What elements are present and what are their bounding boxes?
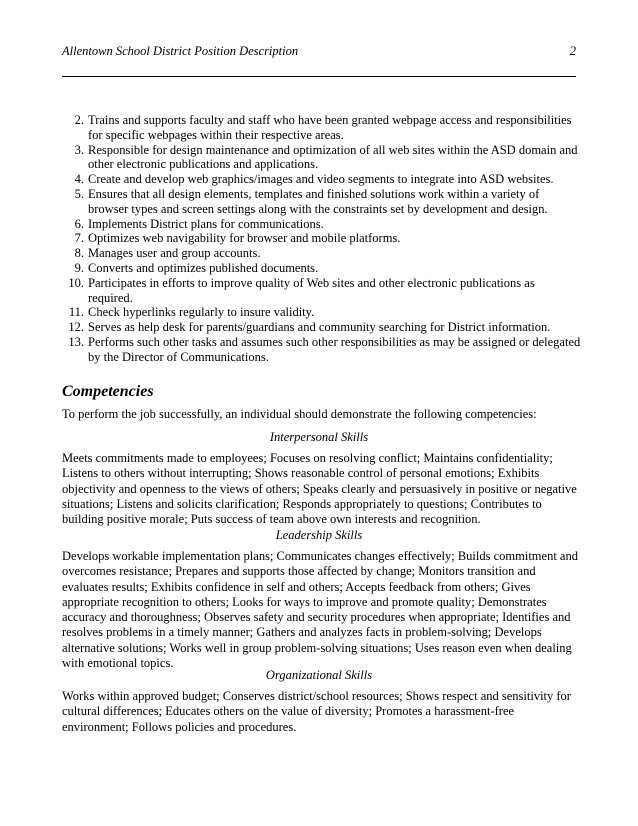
list-item: 2. Trains and supports faculty and staff who have been granted webpage access and responsibilities for specific webpages within their respective areas. bbox=[74, 113, 572, 142]
list-item: 7. Optimizes web navigability for browser and mobile platforms. bbox=[74, 231, 401, 246]
list-item: 12. Serves as help desk for parents/guardians and community searching for District information. bbox=[68, 320, 551, 335]
leadership-skills-title: Leadership Skills bbox=[275, 528, 363, 542]
header-title: Allentown School District Position Description bbox=[62, 44, 299, 58]
header-rule bbox=[62, 76, 576, 77]
page-header bbox=[62, 44, 576, 59]
duties-list bbox=[62, 113, 582, 365]
competencies-intro: To perform the job successfully, an individual should demonstrate the following competencies: bbox=[62, 407, 537, 421]
leadership-skills-text: Develops workable implementation plans; Communicates changes effectively; Builds commitment and overcomes resistance; Prepares and supports those affected by change; Monitors transition and evaluates results; Exhibits confidence in self and others; Accepts feedback from others; Gives appropriate recognition to others; Looks for ways to improve and promote quality; Demonstrates accuracy and thoroughness; Observes safety and security procedures when appropriate; Identifies and resolves problems in a timely manner; Gathers and analyzes facts in problem-solving; Develops alternative solutions; Works well in group problem-solving situations; Uses reason even when dealing with emotional topics. bbox=[62, 549, 578, 671]
list-item: 3. Responsible for design maintenance and optimization of all web sites within the ASD domain and other electronic publications and applications. bbox=[74, 142, 578, 172]
list-item: 11. Check hyperlinks regularly to insure validity. bbox=[68, 305, 315, 320]
list-item: 6. Implements District plans for communications. bbox=[74, 216, 324, 231]
organizational-skills-text: Works within approved budget; Conserves district/school resources; Shows respect and sensitivity for cultural differences; Educates others on the value of diversity; Promotes a harassment-free environment; Follows policies and procedures. bbox=[62, 689, 571, 734]
list-item: 13. Performs such other tasks and assumes such other responsibilities as may be assigned or delegated by the Director of Communications. bbox=[68, 334, 581, 364]
list-item: 4. Create and develop web graphics/images and video segments to integrate into ASD websites. bbox=[74, 172, 554, 187]
list-item: 8. Manages user and group accounts. bbox=[74, 246, 261, 261]
list-item: 5. Ensures that all design elements, templates and finished solutions work within a variety of browser types and screen settings along with the constraints set by development and design. bbox=[74, 186, 548, 216]
list-item: 10. Participates in efforts to improve quality of Web sites and other electronic publications as required. bbox=[68, 275, 535, 305]
interpersonal-skills-title: Interpersonal Skills bbox=[269, 430, 369, 444]
competencies-heading: Competencies bbox=[62, 383, 154, 400]
list-item: 9. Converts and optimizes published documents. bbox=[74, 260, 319, 275]
organizational-skills-title: Organizational Skills bbox=[265, 668, 373, 682]
interpersonal-skills-text: Meets commitments made to employees; Focuses on resolving conflict; Maintains confidentiality; Listens to others without interrupting; Shows reasonable control of personal emotions; Exhibits objectivity and openness to the views of others; Speaks clearly and persuasively in positive or negative situations; Listens and solicits clarification; Responds appropriately to questions; Contributes to building positive morale; Puts success of team above own interests and recognition. bbox=[62, 451, 577, 527]
page-number: 2 bbox=[569, 44, 576, 58]
